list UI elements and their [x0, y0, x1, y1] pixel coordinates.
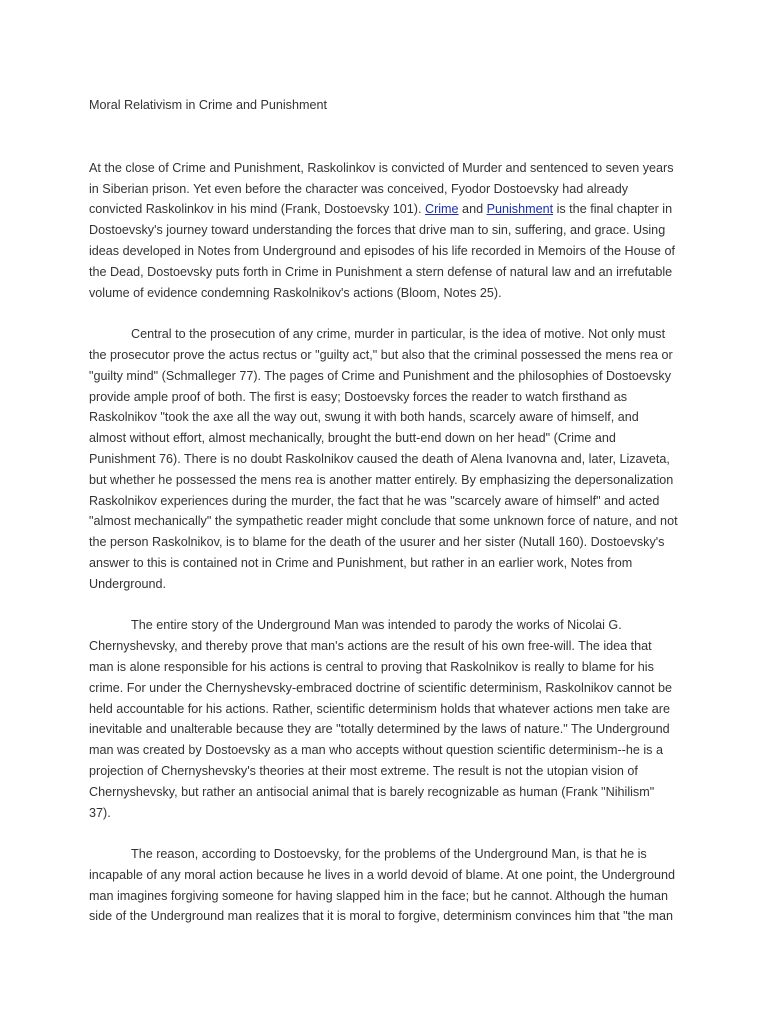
text-line: Raskolnikov "took the axe all the way out, swung it with both hands, scarcely aware of himself, and	[89, 410, 639, 425]
text-line: Dostoevsky's journey toward understanding the forces that drive man to sin, suffering, and grace. Using	[89, 223, 666, 238]
text-line: crime. For under the Chernyshevsky-embraced doctrine of scientific determinism, Raskolnikov cannot be	[89, 680, 673, 695]
text-line: Chernyshevsky, and thereby prove that man's actions are the result of his own free-will. The idea that	[89, 639, 652, 654]
text-line: provide ample proof of both. The first is easy; Dostoevsky forces the reader to watch firsthand as	[89, 389, 628, 404]
text-line: incapable of any moral action because he lives in a world devoid of blame. At one point, the Underground	[89, 867, 675, 882]
paragraph-2	[89, 324, 681, 594]
text-line: the prosecutor prove the actus rectus or "guilty act," but also that the criminal possessed the mens rea or	[89, 347, 673, 362]
text-line: projection of Chernyshevsky's theories at their most extreme. The result is not the utopian vision of	[89, 763, 638, 778]
text-line: At the close of Crime and Punishment, Raskolinkov is convicted of Murder and sentenced to seven years	[89, 160, 674, 175]
text-line: held accountable for his actions. Rather, scientific determinism holds that whatever actions men take are	[89, 701, 671, 716]
text-line: Chernyshevsky, but rather an antisocial animal that is barely recognizable as human (Frank "Nihilism"	[89, 784, 655, 799]
text-line: volume of evidence condemning Raskolnikov's actions (Bloom, Notes 25).	[89, 285, 502, 300]
text-line: Punishment 76). There is no doubt Raskolnikov caused the death of Alena Ivanovna and, later, Lizaveta,	[89, 451, 670, 466]
text-line: the person Raskolnikov, is to blame for the death of the usurer and her sister (Nutall 160). Dostoevsky's	[89, 535, 665, 550]
text-segment: and	[458, 202, 487, 217]
text-segment: convicted Raskolinkov in his mind (Frank, Dostoevsky 101).	[89, 202, 425, 217]
paragraph-4	[89, 844, 681, 927]
text-line: man was created by Dostoevsky as a man who accepts without question scientific determinism--he is a	[89, 743, 663, 758]
text-line: "guilty mind" (Schmalleger 77). The pages of Crime and Punishment and the philosophies of Dostoevsky	[89, 368, 672, 383]
text-line: man imagines forgiving someone for having slapped him in the face; but he cannot. Although the human	[89, 888, 668, 903]
text-line: in Siberian prison. Yet even before the character was conceived, Fyodor Dostoevsky had already	[89, 181, 629, 196]
text-line: ideas developed in Notes from Underground and episodes of his life recorded in Memoirs of the House of	[89, 243, 675, 258]
text-line: Central to the prosecution of any crime, murder in particular, is the idea of motive. Not only must	[131, 327, 666, 342]
text-line: answer to this is contained not in Crime and Punishment, but rather in an earlier work, Notes from	[89, 555, 633, 570]
text-line: the Dead, Dostoevsky puts forth in Crime in Punishment a stern defense of natural law and an irrefutable	[89, 264, 673, 279]
text-line: inevitable and unalterable because they are "totally determined by the laws of nature." The Underground	[89, 722, 670, 737]
paragraph-1	[89, 158, 681, 304]
text-line: side of the Underground man realizes that it is moral to forgive, determinism convinces him that "the man	[89, 909, 674, 924]
punishment-link[interactable]: Punishment	[486, 202, 554, 217]
text-line: The reason, according to Dostoevsky, for the problems of the Underground Man, is that he is	[131, 847, 647, 862]
paragraph-3	[89, 615, 681, 823]
text-line: but whether he possessed the mens rea is another matter entirely. By emphasizing the depersonalization	[89, 472, 674, 487]
document-body	[89, 95, 681, 927]
text-segment: is the final chapter in	[553, 202, 673, 217]
crime-link[interactable]: Crime	[424, 202, 459, 217]
text-line: 37).	[89, 805, 111, 820]
text-line: man is alone responsible for his actions is central to proving that Raskolnikov is really to blame for his	[89, 659, 654, 674]
text-line: Underground.	[89, 576, 167, 591]
text-line: almost without effort, almost mechanically, brought the butt-end down on her head" (Crime and	[89, 431, 616, 446]
document-title: Moral Relativism in Crime and Punishment	[89, 98, 327, 112]
text-line-with-links	[89, 199, 681, 220]
text-line: Raskolnikov experiences during the murder, the fact that he was "scarcely aware of himself" and acted	[89, 493, 660, 508]
text-line: "almost mechanically" the sympathetic reader might conclude that some unknown force of nature, and not	[89, 514, 678, 529]
text-line: The entire story of the Underground Man was intended to parody the works of Nicolai G.	[131, 618, 622, 633]
